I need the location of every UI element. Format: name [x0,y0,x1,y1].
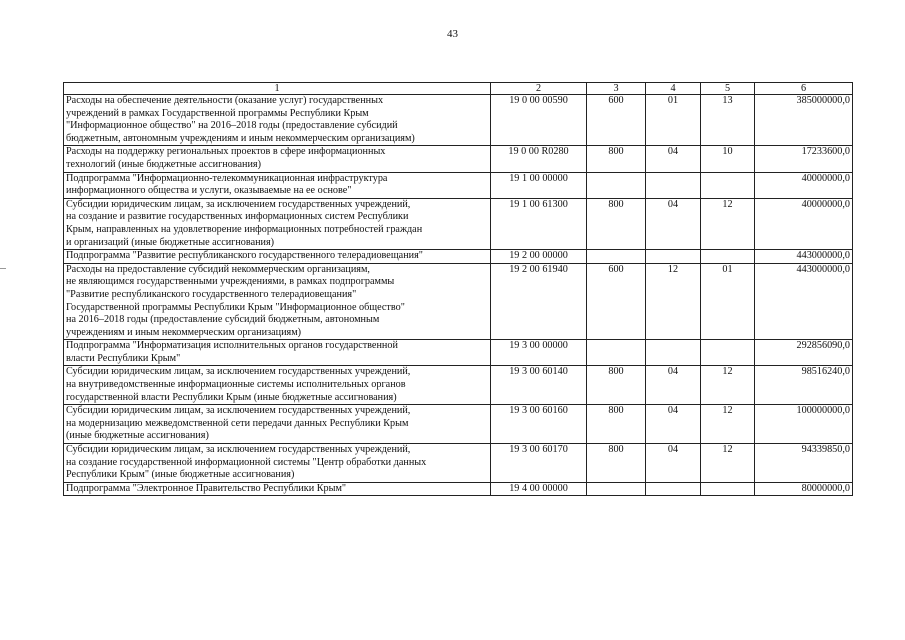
row-sum: 292856090,0 [755,340,853,366]
row-col-3: 800 [587,146,646,172]
page-number: 43 [447,28,458,40]
row-col-4: 04 [646,366,701,405]
row-col-5 [701,340,755,366]
row-col-4: 01 [646,95,701,146]
row-code: 19 1 00 61300 [491,198,587,249]
row-sum: 40000000,0 [755,198,853,249]
row-name: Субсидии юридическим лицам, за исключением государственных учреждений, на внутриведомственные информационные системы исполнительных органов государственной власти Республики Крым (иные бюджетные ассигнования) [64,366,491,405]
row-col-5: 01 [701,263,755,340]
header-col-1: 1 [64,83,491,95]
row-name: Подпрограмма "Электронное Правительство Республики Крым" [64,482,491,496]
row-name: Субсидии юридическим лицам, за исключением государственных учреждений, на модернизацию межведомственной сети передачи данных Республики Крым (иные бюджетные ассигнования) [64,405,491,444]
row-col-4: 04 [646,146,701,172]
table-row [64,482,853,496]
row-name: Субсидии юридическим лицам, за исключением государственных учреждений, на создание и развитие государственных информационных систем Республики Крым, направленных на удовлетворение информационных потребностей граждан и организаций (иные бюджетные ассигнования) [64,198,491,249]
header-col-3: 3 [587,83,646,95]
row-sum: 443000000,0 [755,263,853,340]
row-col-4: 04 [646,444,701,483]
table-row [64,405,853,444]
row-sum: 17233600,0 [755,146,853,172]
row-col-3: 800 [587,444,646,483]
budget-table [63,82,853,496]
row-code: 19 0 00 R0280 [491,146,587,172]
row-col-5: 13 [701,95,755,146]
row-col-4: 04 [646,198,701,249]
row-col-3: 800 [587,405,646,444]
row-col-3 [587,250,646,264]
table-row [64,95,853,146]
row-name: Подпрограмма "Развитие республиканского государственного телерадиовещания" [64,250,491,264]
row-sum: 40000000,0 [755,172,853,198]
row-col-3: 600 [587,263,646,340]
table-row [64,146,853,172]
row-col-4 [646,482,701,496]
row-sum: 100000000,0 [755,405,853,444]
row-code: 19 0 00 00590 [491,95,587,146]
row-code: 19 2 00 00000 [491,250,587,264]
table-row [64,366,853,405]
row-col-3: 800 [587,198,646,249]
row-name: Подпрограмма "Информатизация исполнительных органов государственной власти Республики Крым" [64,340,491,366]
row-col-5: 10 [701,146,755,172]
row-col-5: 12 [701,366,755,405]
table-row [64,444,853,483]
row-name: Подпрограмма "Информационно-телекоммуникационная инфраструктура информационного общества и услуги, оказываемые на ее основе" [64,172,491,198]
row-code: 19 3 00 60170 [491,444,587,483]
row-col-5: 12 [701,444,755,483]
row-col-5 [701,250,755,264]
row-name: Расходы на поддержку региональных проектов в сфере информационных технологий (иные бюджетные ассигнования) [64,146,491,172]
row-sum: 98516240,0 [755,366,853,405]
row-sum: 94339850,0 [755,444,853,483]
row-col-5 [701,482,755,496]
table-row [64,263,853,340]
row-col-3 [587,340,646,366]
row-code: 19 1 00 00000 [491,172,587,198]
table-header-row [64,83,853,95]
row-col-3: 800 [587,366,646,405]
scan-mark [0,268,6,269]
row-code: 19 3 00 00000 [491,340,587,366]
row-col-5: 12 [701,198,755,249]
row-col-3 [587,482,646,496]
row-col-4 [646,340,701,366]
row-sum: 443000000,0 [755,250,853,264]
row-code: 19 2 00 61940 [491,263,587,340]
row-col-4 [646,172,701,198]
table-row [64,250,853,264]
row-col-5: 12 [701,405,755,444]
row-code: 19 4 00 00000 [491,482,587,496]
row-code: 19 3 00 60140 [491,366,587,405]
header-col-4: 4 [646,83,701,95]
table-row [64,340,853,366]
row-col-4: 04 [646,405,701,444]
row-col-3 [587,172,646,198]
header-col-6: 6 [755,83,853,95]
header-col-5: 5 [701,83,755,95]
row-code: 19 3 00 60160 [491,405,587,444]
row-sum: 80000000,0 [755,482,853,496]
row-name: Расходы на предоставление субсидий некоммерческим организациям, не являющимся государственными учреждениями, в рамках подпрограммы "Развитие республиканского государственного телерадиовещания" Государственной программы Республики Крым "Информационное общество" на 2016–2018 годы (предоставление субсидий бюджетным, автономным учреждениям и иным некоммерческим организациям) [64,263,491,340]
row-col-3: 600 [587,95,646,146]
row-col-4: 12 [646,263,701,340]
row-col-4 [646,250,701,264]
row-name: Субсидии юридическим лицам, за исключением государственных учреждений, на создание государственной информационной системы "Центр обработки данных Республики Крым" (иные бюджетные ассигнования) [64,444,491,483]
table-row [64,172,853,198]
row-sum: 385000000,0 [755,95,853,146]
table-row [64,198,853,249]
row-col-5 [701,172,755,198]
row-name: Расходы на обеспечение деятельности (оказание услуг) государственных учреждений в рамках Государственной программы Республики Крым "Информационное общество" на 2016–2018 годы (предоставление субсидий бюджетным, автономным учреждениям и иным некоммерческим организациям) [64,95,491,146]
header-col-2: 2 [491,83,587,95]
